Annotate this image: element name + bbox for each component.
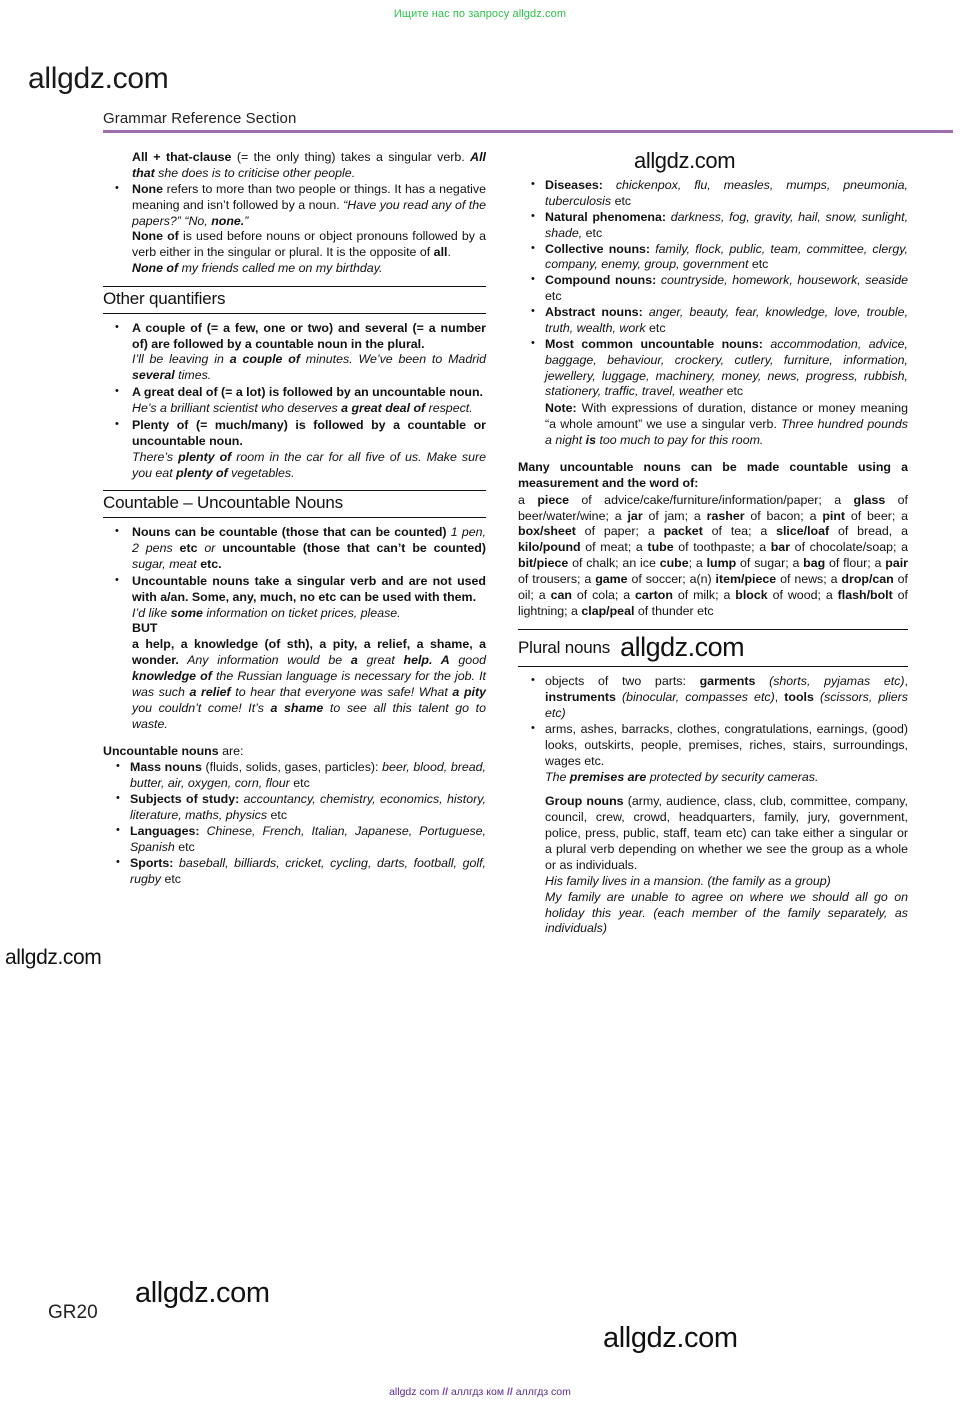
measurement-text: of chalk; an ice	[568, 556, 660, 571]
list-item	[518, 210, 908, 242]
category-tail: etc	[289, 776, 310, 791]
note-block	[545, 401, 908, 449]
category-tail: etc	[267, 808, 288, 822]
ex-seg: times.	[174, 368, 212, 383]
list-item	[103, 856, 486, 888]
uncountable-categories-left-list	[103, 760, 486, 887]
group-nouns-text: (army, audience, class, club, committee, company, council, crew, crowd, headquarters, family, jury, government, police, press, public, staff, team etc) can take either a singular or a plural verb depending on whether we see the group as a whole or as individuals.	[545, 794, 908, 872]
none-of-example-rest: my friends called me on my birthday.	[178, 261, 383, 276]
none-text-1: refers to more than two people or things. It has a negative meaning and isn’t followed by a noun.	[132, 181, 486, 212]
ex-seg: information on ticket prices, please.	[202, 605, 401, 620]
section-heading-plural-nouns	[518, 629, 908, 668]
measurement-text: of wood; a	[767, 587, 838, 602]
measurement-term: pair	[885, 556, 908, 571]
ex-seg: He’s a brilliant scientist who deserves	[132, 401, 342, 416]
plural-example-b: protected by security cameras.	[646, 769, 819, 784]
measurement-term: cube	[659, 556, 689, 571]
quantifier-item-great-deal	[103, 385, 486, 417]
all-word: all	[433, 245, 448, 260]
countable-def-bold-2: etc	[172, 541, 205, 555]
uncountable-lead-rest: are:	[218, 743, 244, 758]
category-examples: family, flock, public, team, committee, clergy, company, enemy, group, government	[545, 241, 908, 272]
none-label: None	[132, 181, 163, 196]
list-item	[103, 760, 486, 792]
measurement-text: of cola; a	[571, 587, 636, 602]
category-examples: accountancy, chemistry, economics, history, literature, maths, physics	[130, 792, 486, 822]
ex-seg-bold: plenty of	[176, 465, 228, 480]
plural-nouns-text: arms, ashes, barracks, clothes, congratulations, earnings, (good) looks, outskirts, people, premises, riches, stairs, surroundings, wages etc.	[545, 721, 908, 768]
measurement-heading	[518, 460, 908, 492]
seg: objects of two parts:	[545, 674, 700, 689]
measurement-text: of jam; a	[642, 508, 707, 523]
category-tail: etc	[611, 193, 632, 208]
none-example-1b: none.	[211, 213, 245, 228]
countable-def-bold-1: Nouns can be countable (those that can be counted)	[132, 525, 447, 540]
measurement-term: glass	[853, 492, 886, 507]
measurement-term: kilo/pound	[518, 540, 581, 555]
ex-seg-bold: some	[170, 605, 203, 620]
category-tail: etc	[645, 320, 666, 335]
uncountable-verb-item	[103, 574, 486, 733]
none-text-3: .	[447, 245, 451, 260]
category-label: Mass nouns	[130, 760, 202, 775]
quantifier-example	[132, 450, 486, 480]
footer-separator-2: //	[506, 1386, 513, 1398]
but-ex-t-b: good	[449, 653, 486, 668]
ex-seg: I’ll be leaving in	[132, 352, 230, 367]
category-label: Most common uncountable nouns:	[545, 336, 763, 351]
countable-def-italic-3: sugar, meat	[132, 556, 197, 571]
measurement-text: ; a	[688, 556, 707, 571]
ex-seg-bold: several	[132, 368, 175, 383]
plural-nouns-list	[518, 674, 908, 937]
measurement-text: a	[518, 492, 538, 507]
but-ex-bi-e: a pity	[452, 684, 486, 699]
site-promo-banner: Ищите нас по запросу allgdz.com	[393, 8, 567, 20]
header-divider-rule	[103, 130, 953, 133]
watermark-inline-plural: allgdz.com	[620, 631, 745, 662]
category-tail: etc	[723, 384, 744, 399]
note-text: With expressions of duration, distance or money meaning “a whole amount” we use a singular verb.	[545, 401, 908, 432]
uncountable-lead-bold: Uncountable nouns	[103, 743, 219, 758]
none-example-1a: “Have you read any of the papers?” “No,	[132, 197, 487, 228]
category-label: Sports:	[130, 855, 174, 870]
category-examples: Chinese, French, Italian, Japanese, Portuguese, Spanish	[130, 823, 486, 854]
category-examples: accommodation, advice, baggage, behaviour, crockery, cutlery, furniture, information, jewellery, luggage, machinery, money, news, progress, rubbish, stationery, traffic, travel, weather	[545, 336, 908, 399]
group-nouns-block	[545, 794, 908, 937]
plural-two-parts-item	[518, 674, 908, 722]
measurement-text: of bacon; a	[744, 508, 823, 523]
ex-seg: vegetables.	[227, 465, 295, 480]
category-label: Languages:	[130, 823, 200, 838]
but-ex-t-c: the Russian language is necessary for the job. It was such	[132, 669, 486, 699]
note-example-a: Three hundred pounds a night	[545, 417, 908, 447]
but-ex-bi-b: help. A	[403, 653, 450, 668]
quantifier-example	[132, 401, 473, 415]
seg-italic: (shorts, pyjamas etc)	[755, 674, 905, 689]
category-examples: anger, beauty, fear, knowledge, love, trouble, truth, wealth, work	[545, 305, 909, 335]
measurement-term: pint	[822, 508, 846, 523]
measurement-term: clap/peal	[581, 603, 635, 618]
measurement-term: bar	[770, 540, 791, 555]
countable-def-italic-1: 1 pen, 2 pens	[132, 525, 486, 555]
list-item	[103, 824, 486, 856]
countable-definition-item	[103, 525, 486, 573]
quantifier-rule-text: Plenty of (= much/many) is followed by a countable or uncountable noun.	[132, 417, 486, 448]
but-label: BUT	[132, 621, 158, 636]
seg-italic: (scissors, pliers etc)	[545, 690, 908, 721]
seg-italic: (binocular, compasses etc)	[615, 690, 775, 705]
quantifier-example	[132, 352, 486, 382]
group-nouns-example-2: My family are unable to agree on where we should all go on holiday this year. (each member of the family separately, as individuals)	[545, 889, 908, 936]
measurement-text: of sugar; a	[736, 556, 804, 571]
measurement-term: can	[550, 587, 572, 602]
measurement-term: block	[735, 587, 768, 602]
list-item	[518, 305, 908, 337]
category-tail: etc	[582, 225, 603, 240]
ex-seg: respect.	[425, 401, 473, 416]
category-label: Compound nouns:	[545, 273, 657, 288]
other-quantifiers-list	[103, 321, 486, 482]
category-label: Collective nouns:	[545, 241, 651, 256]
measurement-term: packet	[663, 524, 703, 539]
measurement-text: of toothpaste; a	[673, 540, 771, 555]
uncountable-categories-right-list	[518, 178, 908, 449]
category-tail: etc	[161, 871, 181, 886]
measurement-term: box/sheet	[518, 524, 576, 539]
category-label: Diseases:	[545, 178, 603, 192]
measurement-text: of beer/water/wine; a	[518, 492, 908, 523]
category-tail: etc	[545, 289, 562, 304]
footer-part-1: allgdz com	[389, 1386, 440, 1398]
none-text-2: is used before nouns or object pronouns followed by a verb either in the singular or plural. It is the opposite of	[132, 229, 486, 260]
measurement-text: of chocolate/soap; a	[790, 540, 908, 555]
measurement-term: bag	[803, 556, 826, 571]
section-heading-other-quantifiers: Other quantifiers	[103, 286, 486, 314]
none-of-label: None of	[132, 229, 179, 244]
countable-def-bold-4: etc.	[196, 556, 222, 571]
measurement-text: of advice/cake/furniture/information/paper; a	[569, 492, 854, 507]
countable-def-bold-3: uncountable (those that can’t be counted)	[215, 541, 486, 555]
measurement-text: of bread, a	[829, 524, 908, 539]
page-number: GR20	[48, 1302, 98, 1323]
none-item	[103, 182, 486, 277]
plural-example-a: The	[545, 769, 570, 784]
all-that-clause-paragraph	[103, 150, 486, 182]
uncountable-nouns-lead	[103, 744, 486, 760]
measurement-term: rasher	[706, 508, 745, 523]
category-label: Subjects of study:	[130, 792, 240, 807]
list-item	[518, 178, 908, 210]
category-examples: baseball, billiards, cricket, cycling, darts, football, golf, rugby	[130, 855, 486, 886]
measurement-term: carton	[635, 587, 673, 602]
none-of-example-bold: None of	[132, 261, 179, 276]
but-text: Any information would be	[178, 653, 351, 668]
but-ex-bi-a: a	[350, 653, 358, 668]
all-clause-lead: All + that-clause	[132, 150, 232, 164]
footer-part-3: аллгдз com	[515, 1386, 571, 1398]
all-clause-rest: (= the only thing) takes a singular verb.	[231, 150, 471, 164]
measurement-text: of meat; a	[580, 540, 648, 555]
section-heading-countable-uncountable: Countable – Uncountable Nouns	[103, 490, 486, 518]
seg-bold: garments	[699, 674, 756, 689]
left-column	[103, 150, 486, 887]
measurement-text: of milk; a	[672, 587, 736, 602]
measurement-text: of oil; a	[518, 572, 909, 602]
group-nouns-example-1: His family lives in a mansion. (the family as a group)	[545, 873, 831, 888]
but-ex-t-a: great	[357, 653, 404, 668]
measurement-text: of thunder etc	[634, 603, 714, 618]
but-ex-bi-c: knowledge of	[132, 669, 212, 683]
category-tail: etc	[174, 839, 195, 854]
uncountable-example	[132, 606, 401, 620]
site-masthead-logo: allgdz.com	[28, 62, 169, 95]
ex-seg-bold: a great deal of	[341, 401, 426, 416]
measurement-text: of soccer; a(n)	[627, 572, 716, 586]
list-item	[518, 273, 908, 305]
list-item	[518, 242, 908, 274]
watermark-left-middle: allgdz.com	[5, 946, 102, 969]
seg: ,	[774, 690, 785, 705]
none-list	[103, 182, 486, 277]
category-mid: (fluids, solids, gases, particles):	[201, 760, 383, 775]
measurement-term: game	[595, 572, 628, 586]
ex-seg-bold: a couple of	[229, 352, 300, 367]
category-examples: darkness, fog, gravity, hail, snow, sunlight, shade,	[545, 209, 909, 240]
footer-part-2: аллгдз ком	[450, 1386, 505, 1398]
category-examples: countryside, homework, housework, seaside	[656, 273, 908, 288]
category-examples: beer, blood, bread, butter, air, oxygen, corn, flour	[130, 760, 486, 791]
measurement-text: of trousers; a	[518, 572, 596, 586]
but-ex-bi-f: a shame	[270, 700, 324, 715]
quantifier-rule-text: A great deal of (= a lot) is followed by an uncountable noun.	[132, 385, 483, 400]
measurement-text: of beer; a	[845, 508, 909, 523]
measurement-text: of lightning; a	[518, 587, 908, 618]
seg-bold: tools	[784, 690, 814, 705]
list-item	[103, 792, 486, 824]
category-mid	[200, 824, 207, 838]
measurement-term: flash/bolt	[837, 587, 893, 602]
plural-nouns-heading-text: Plural nouns	[518, 637, 611, 657]
quantifier-item-couple	[103, 321, 486, 385]
watermark-right-top: allgdz.com	[634, 148, 736, 173]
ex-seg: There’s	[132, 449, 179, 464]
seg-bold: instruments	[545, 690, 616, 705]
all-clause-example-bold: All that	[132, 150, 486, 180]
measurement-term: tube	[647, 540, 674, 555]
grammar-reference-header	[103, 110, 953, 133]
list-item	[518, 337, 908, 449]
quantifier-rule-text: A couple of (= a few, one or two) and several (= a number of) are followed by a countable noun in the plural.	[132, 320, 486, 351]
category-label: Natural phenomena:	[545, 209, 667, 224]
ex-seg: minutes. We’ve been to Madrid	[299, 352, 486, 367]
page-footer	[0, 1386, 960, 1398]
ex-seg-bold: plenty of	[178, 449, 232, 464]
category-label: Abstract nouns:	[545, 305, 643, 319]
measurement-heading-text: Many uncountable nouns can be made countable using a measurement and the word of:	[518, 459, 908, 490]
countable-def-italic-2: or	[204, 541, 216, 555]
countable-uncountable-list	[103, 525, 486, 732]
measurement-text: of paper; a	[575, 524, 664, 539]
measurement-term: drop/can	[841, 572, 894, 586]
watermark-bottom-right: allgdz.com	[603, 1322, 738, 1354]
group-nouns-label: Group nouns	[545, 794, 624, 809]
ex-seg: I’d like	[132, 605, 171, 620]
but-exceptions-bold: a help, a knowledge (of sth), a pity, a relief, a shame, a wonder.	[132, 637, 486, 668]
note-example-b: too much to pay for this room.	[596, 433, 764, 447]
page-title: Grammar Reference Section	[103, 110, 297, 127]
footer-separator-1: //	[442, 1386, 449, 1398]
plural-example-bold: premises are	[569, 769, 647, 784]
measurement-term: jar	[627, 508, 643, 523]
quantifier-item-plenty	[103, 418, 486, 482]
but-ex-t-e: you couldn’t come! It’s	[132, 700, 271, 715]
note-label: Note:	[545, 401, 577, 416]
but-ex-bi-d: a relief	[189, 684, 231, 699]
ex-seg: room in the car for all five of us. Make sure you eat	[132, 449, 486, 480]
measurement-text: of tea; a	[702, 524, 777, 539]
measurement-term: bit/piece	[518, 556, 569, 571]
note-example-verb: is	[585, 433, 596, 447]
but-ex-t-d: to hear that everyone was safe! What	[230, 684, 453, 699]
none-example-1c: ”	[244, 213, 249, 228]
measurement-term: slice/loaf	[776, 524, 830, 539]
all-clause-example-rest: she does is to criticise other people.	[154, 165, 356, 180]
watermark-bottom-left: allgdz.com	[135, 1277, 270, 1309]
plural-always-item	[518, 722, 908, 937]
measurement-term: lump	[706, 556, 737, 571]
measurement-text: of flour; a	[825, 556, 886, 571]
category-tail: etc	[748, 257, 769, 272]
category-examples: chickenpox, flu, measles, mumps, pneumonia, tuberculosis	[545, 178, 908, 208]
seg: ,	[904, 674, 908, 689]
but-ex-t-f: to see all this talent go to waste.	[132, 700, 487, 731]
measurement-body	[518, 493, 908, 620]
measurement-text: of news; a	[776, 572, 842, 586]
measurement-term: piece	[537, 492, 569, 507]
uncountable-rule-bold: Uncountable nouns take a singular verb and are not used with a/an. Some, any, much, no etc can be used with them.	[132, 573, 486, 604]
measurement-term: item/piece	[715, 572, 777, 586]
right-column	[518, 150, 908, 937]
